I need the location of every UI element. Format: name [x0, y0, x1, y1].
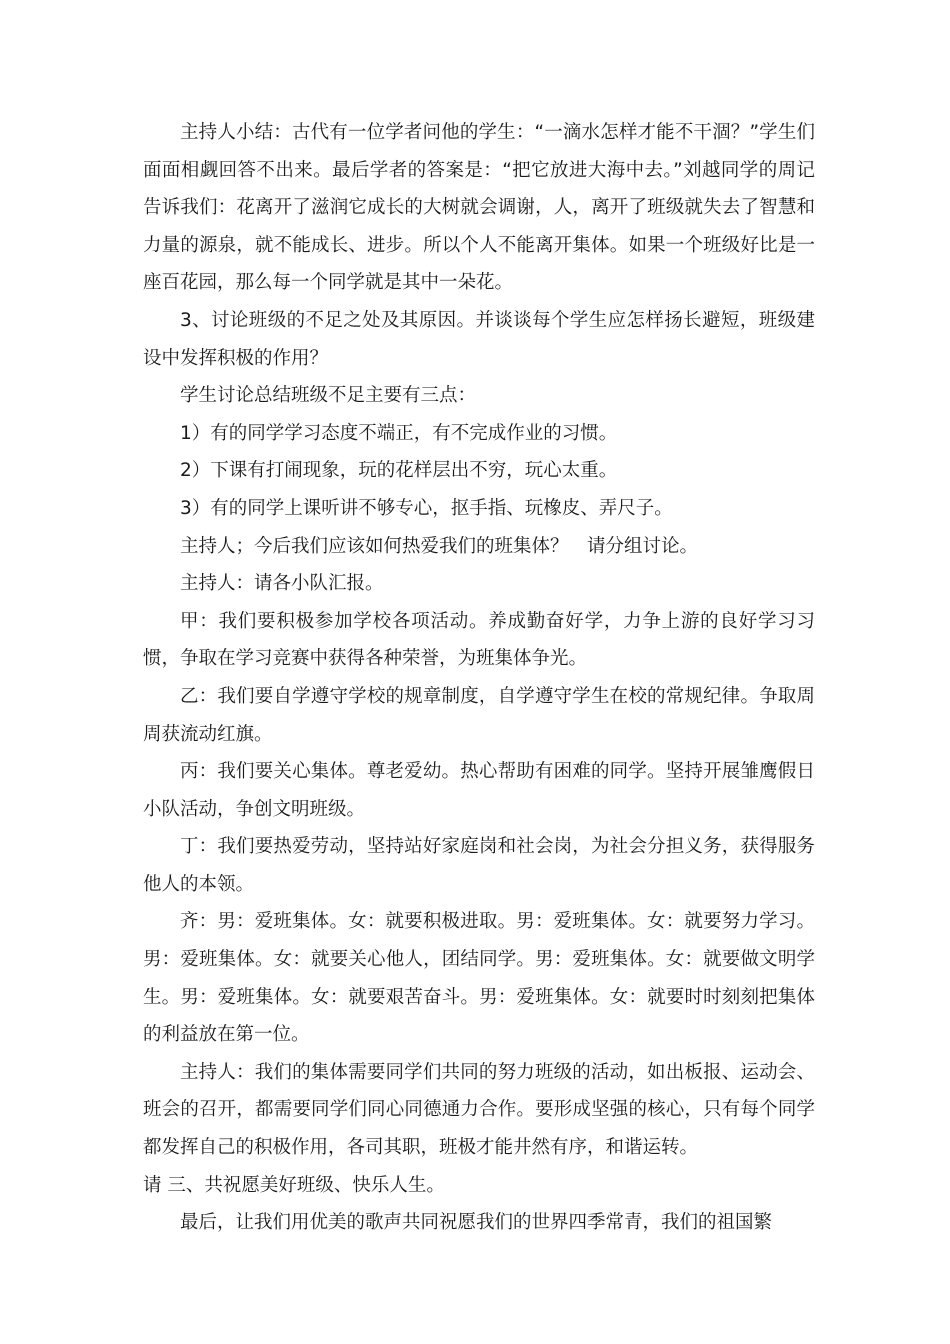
paragraph-team-ding: 丁：我们要热爱劳动，坚持站好家庭岗和社会岗，为社会分担义务，获得服务他人的本领。	[143, 836, 815, 895]
document-body	[143, 114, 815, 1242]
paragraph-chorus: 齐：男：爱班集体。女：就要积极进取。男：爱班集体。女：就要努力学习。男：爱班集体。女：就要关心他人，团结同学。男：爱班集体。女：就要做文明学生。男：爱班集体。女：就要艰苦奋斗。男：爱班集体。女：就要时时刻刻把集体的利益放在第一位。	[143, 911, 815, 1046]
paragraph-host-conclusion: 主持人：我们的集体需要同学们共同的努力班级的活动，如出板报、运动会、班会的召开，都需要同学们同心同德通力合作。要形成坚强的核心，只有每个同学都发挥自己的积极作用，各司其职，班极才能井然有序，和谐运转。	[143, 1061, 815, 1159]
list-item-shortcoming-3: 3）有的同学上课听讲不够专心，抠手指、玩橡皮、弄尺子。	[180, 497, 673, 519]
paragraph-host-report-request: 主持人：请各小队汇报。	[180, 573, 384, 595]
paragraph-team-jia: 甲：我们要积极参加学校各项活动。养成勤奋好学，力争上游的良好学习习惯，争取在学习竞赛中获得各种荣誉，为班集体争光。	[143, 610, 815, 670]
paragraph-host-question: 主持人；今后我们应该如何热爱我们的班集体？ 请分组讨论。	[180, 535, 699, 557]
paragraph-discussion-topic: 3、讨论班级的不足之处及其原因。并谈谈每个学生应怎样扬长避短，班级建设中发挥积极的作用？	[143, 309, 815, 369]
paragraph-team-yi: 乙：我们要自学遵守学校的规章制度，自学遵守学生在校的常规纪律。争取周周获流动红旗。	[143, 685, 815, 745]
paragraph-closing: 最后，让我们用优美的歌声共同祝愿我们的世界四季常青，我们的祖国繁	[180, 1212, 773, 1234]
list-item-shortcoming-1: 1）有的同学学习态度不端正，有不完成作业的习惯。	[180, 422, 618, 444]
paragraph-discussion-summary: 学生讨论总结班级不足主要有三点：	[180, 385, 477, 407]
paragraph-host-summary: 主持人小结：古代有一位学者问他的学生：“一滴水怎样才能不干涸？”学生们面面相觑回答不出来。最后学者的答案是：“把它放进大海中去。”刘越同学的周记告诉我们：花离开了滋润它成长的大树就会调谢，人，离开了班级就失去了智慧和力量的源泉，就不能成长、进步。所以个人不能离开集体。如果一个班级好比是一座百花园，那么每一个同学就是其中一朵花。	[143, 122, 815, 294]
list-item-shortcoming-2: 2）下课有打闹现象，玩的花样层出不穷，玩心太重。	[180, 460, 618, 482]
paragraph-team-bing: 丙：我们要关心集体。尊老爱幼。热心帮助有困难的同学。坚持开展雏鹰假日小队活动，争创文明班级。	[143, 761, 815, 820]
section-heading-three: 请 三、共祝愿美好班级、快乐人生。	[143, 1174, 445, 1196]
